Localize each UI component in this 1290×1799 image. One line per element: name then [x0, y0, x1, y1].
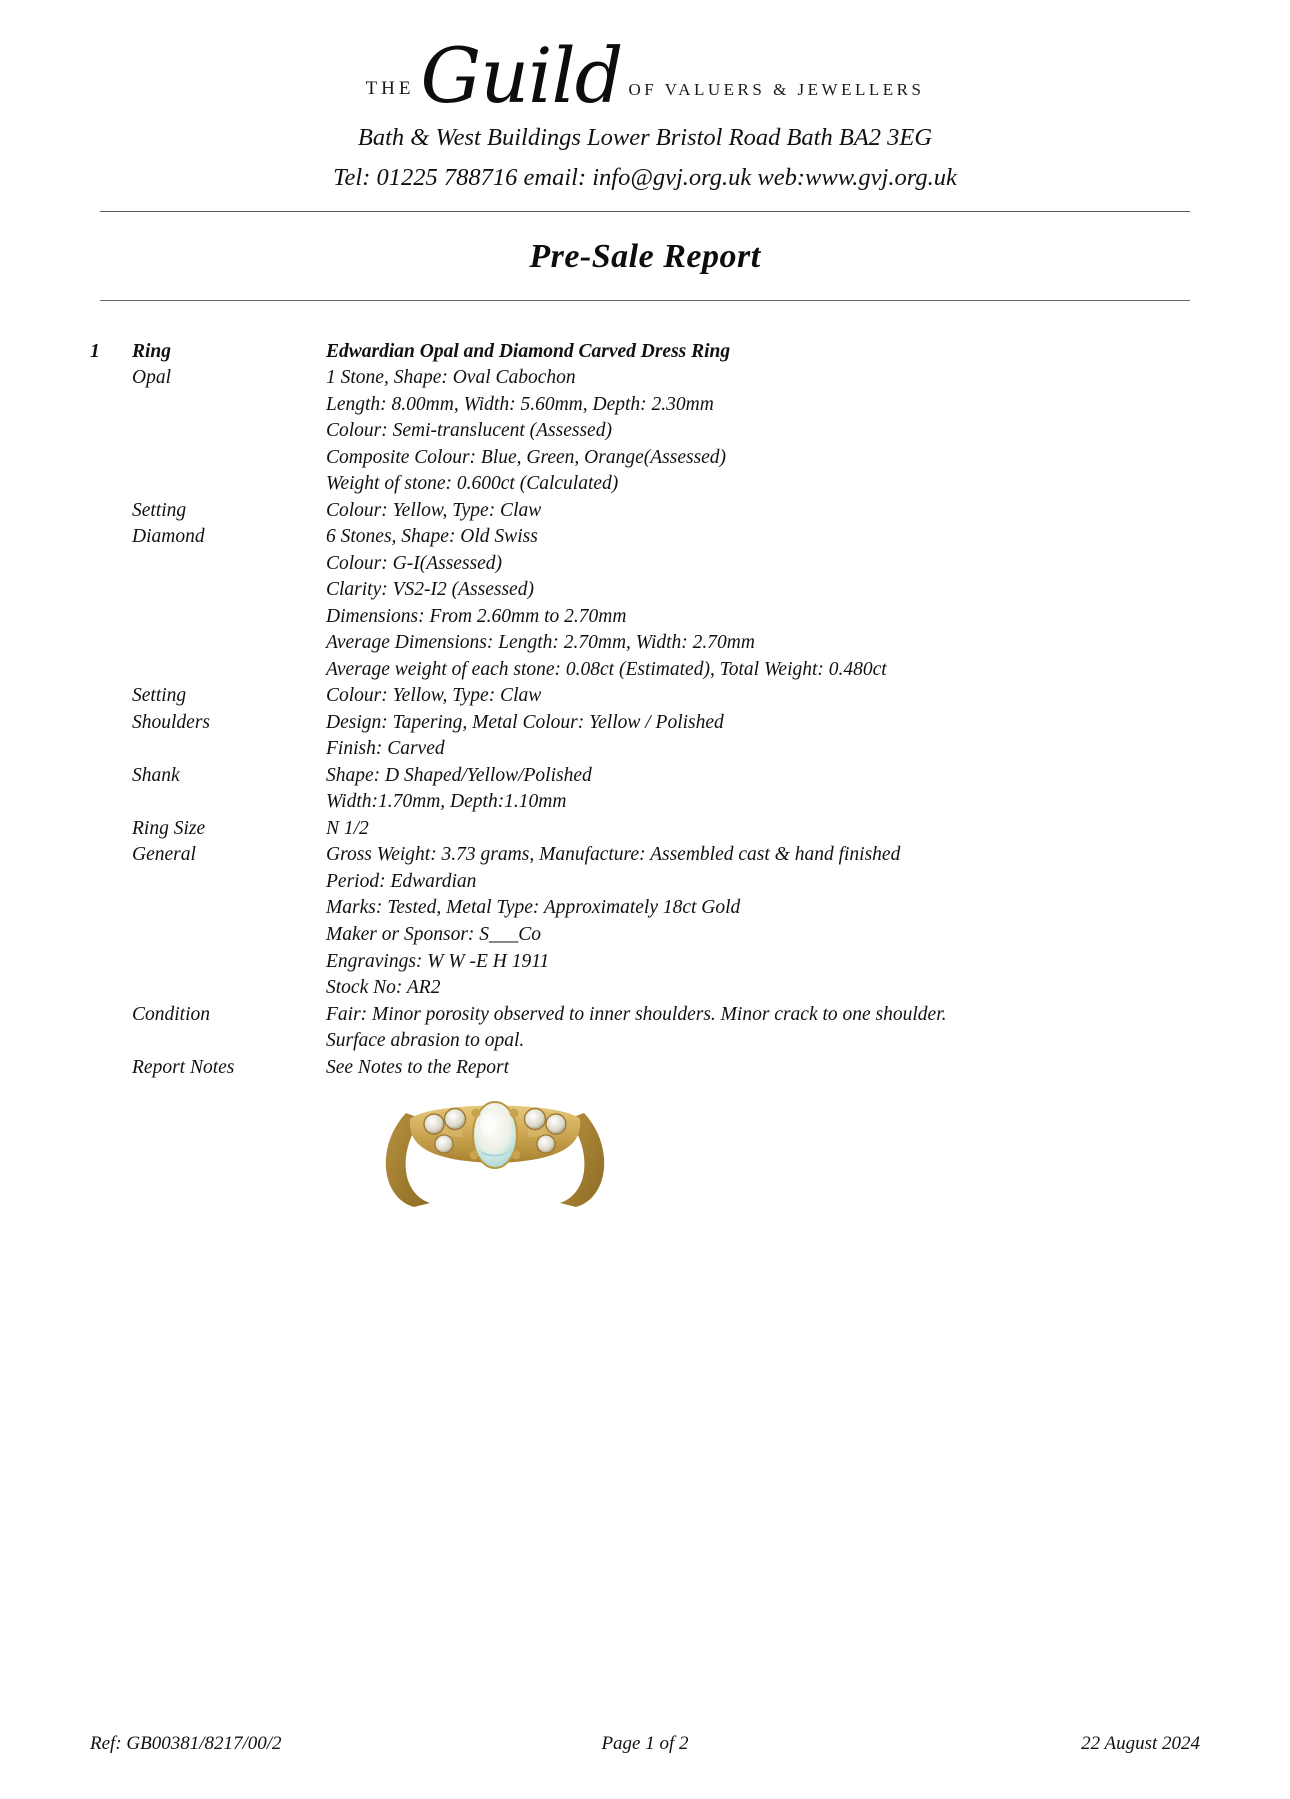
footer-page-number: Page 1 of 2: [601, 1733, 689, 1754]
table-row: [90, 657, 1190, 684]
section-value-opal-2: Length: 8.00mm, Width: 5.60mm, Depth: 2.30mm: [326, 393, 714, 415]
section-value-shank-2: Width:1.70mm, Depth:1.10mm: [326, 791, 567, 813]
table-row: [90, 577, 1190, 604]
table-row: [90, 736, 1190, 763]
section-value-opal-4: Composite Colour: Blue, Green, Orange(Assessed): [326, 446, 727, 468]
table-row: [90, 339, 1190, 366]
section-value-diamond-4: Dimensions: From 2.60mm to 2.70mm: [326, 605, 627, 627]
section-label-setting-2: Setting: [132, 685, 187, 707]
section-value-general-1: Gross Weight: 3.73 grams, Manufacture: Assembled cast & hand finished: [326, 844, 901, 866]
table-row: [90, 1002, 1190, 1029]
section-label-shoulders: Shoulders: [132, 711, 210, 733]
section-value-setting-2: Colour: Yellow, Type: Claw: [326, 685, 542, 707]
page-footer: [90, 1733, 1200, 1755]
section-label-diamond: Diamond: [132, 526, 205, 548]
section-value-opal-3: Colour: Semi-translucent (Assessed): [326, 420, 612, 442]
table-row: [90, 418, 1190, 445]
section-value-general-5: Engravings: W W -E H 1911: [326, 950, 550, 972]
item-details-table: [90, 339, 1190, 1081]
section-value-shoulders-1: Design: Tapering, Metal Colour: Yellow / Polished: [326, 711, 724, 733]
company-contact-line: Tel: 01225 788716 email: info@gvj.org.uk web:www.gvj.org.uk: [333, 164, 957, 192]
table-row: [90, 471, 1190, 498]
section-value-shoulders-2: Finish: Carved: [326, 738, 445, 760]
item-type-label: Ring: [132, 340, 172, 362]
section-label-setting-1: Setting: [132, 499, 187, 521]
company-address-line-1: Bath & West Buildings Lower Bristol Road Bath BA2 3EG: [357, 124, 933, 151]
footer-date: 22 August 2024: [1081, 1733, 1200, 1754]
item-number: 1: [90, 340, 100, 362]
section-value-opal-1: 1 Stone, Shape: Oval Cabochon: [326, 367, 576, 389]
logo-guild-text: Guild: [420, 30, 623, 120]
table-row: [90, 524, 1190, 551]
table-row: [90, 710, 1190, 737]
report-body: [90, 339, 1190, 1209]
section-label-condition: Condition: [132, 1003, 211, 1025]
table-row: [90, 975, 1190, 1002]
page-title: Pre-Sale Report: [529, 237, 761, 275]
table-row: [90, 445, 1190, 472]
table-row: [90, 895, 1190, 922]
section-value-general-3: Marks: Tested, Metal Type: Approximately 18ct Gold: [326, 897, 741, 919]
section-label-ring-size: Ring Size: [132, 817, 206, 839]
table-row: [90, 842, 1190, 869]
table-row: [90, 551, 1190, 578]
section-value-condition-1: Fair: Minor porosity observed to inner shoulders. Minor crack to one shoulder.: [326, 1003, 947, 1025]
section-label-general: General: [132, 844, 196, 866]
logo-tagline-text: OF VALUERS & JEWELLERS: [628, 80, 925, 99]
table-row: [90, 869, 1190, 896]
row-spacer: [90, 365, 132, 392]
table-row: [90, 789, 1190, 816]
section-value-condition-2: Surface abrasion to opal.: [326, 1030, 525, 1052]
header-divider-top: [100, 211, 1190, 212]
table-row: [90, 392, 1190, 419]
section-value-opal-5: Weight of stone: 0.600ct (Calculated): [326, 473, 619, 495]
item-type-value: Edwardian Opal and Diamond Carved Dress Ring: [326, 340, 731, 362]
table-row: [90, 604, 1190, 631]
section-value-diamond-6: Average weight of each stone: 0.08ct (Estimated), Total Weight: 0.480ct: [326, 658, 887, 680]
item-details-body: [90, 339, 1190, 1081]
table-row: [90, 1055, 1190, 1082]
table-row: [90, 683, 1190, 710]
section-value-general-4: Maker or Sponsor: S___Co: [326, 924, 542, 945]
table-row: [90, 763, 1190, 790]
table-row: [90, 949, 1190, 976]
table-row: [90, 498, 1190, 525]
section-value-shank-1: Shape: D Shaped/Yellow/Polished: [326, 764, 592, 786]
section-value-general-2: Period: Edwardian: [326, 870, 477, 892]
section-value-diamond-2: Colour: G-I(Assessed): [326, 552, 503, 574]
section-value-setting-1: Colour: Yellow, Type: Claw: [326, 499, 542, 521]
company-logo: [0, 18, 1290, 120]
section-value-ring-size: N 1/2: [326, 817, 369, 839]
section-value-diamond-1: 6 Stones, Shape: Old Swiss: [326, 526, 538, 548]
section-value-general-6: Stock No: AR2: [326, 977, 441, 999]
section-value-diamond-3: Clarity: VS2-I2 (Assessed): [326, 579, 534, 601]
ring-photo-illustration: [370, 1097, 620, 1209]
item-photograph: [370, 1097, 620, 1209]
section-label-shank: Shank: [132, 764, 180, 786]
header-divider-bottom: [100, 300, 1190, 301]
table-row: [90, 1028, 1190, 1055]
table-row: [90, 630, 1190, 657]
section-label-report-notes: Report Notes: [132, 1056, 235, 1078]
footer-reference: Ref: GB00381/8217/00/2: [90, 1733, 282, 1754]
section-value-diamond-5: Average Dimensions: Length: 2.70mm, Width: 2.70mm: [326, 632, 755, 654]
table-row: [90, 365, 1190, 392]
letterhead: [0, 0, 1290, 195]
table-row: [90, 922, 1190, 949]
logo-the-text: THE: [365, 78, 415, 99]
section-label-opal: Opal: [132, 367, 171, 389]
section-value-report-notes: See Notes to the Report: [326, 1056, 510, 1078]
table-row: [90, 816, 1190, 843]
